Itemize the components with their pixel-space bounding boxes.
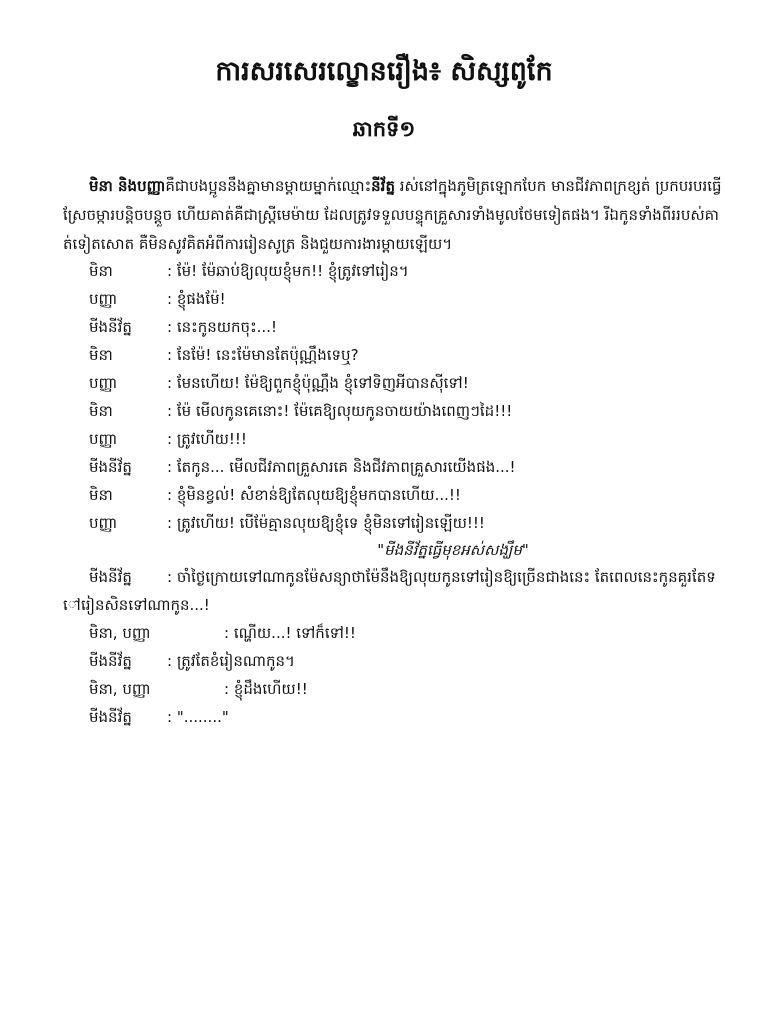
speaker-name: បញ្ញា [89, 290, 118, 308]
speaker-name: មីងនីវ័ត្ន [89, 708, 132, 726]
speaker-name: មីងនីវ័ត្ន [89, 568, 132, 586]
document-title: ការសរសេរល្ខោនរឿង៖ សិស្សពូកែ [215, 56, 553, 87]
dialogue-line [63, 397, 723, 425]
dialogue-line [63, 675, 723, 703]
dialogue-line [63, 647, 723, 675]
speech-text: : ម៉ែ មើលកូនគេនោះ! ម៉ែគេឱ្យលុយកូនចាយយ៉ាងពេញៗដៃ!!! [167, 402, 513, 420]
dialogue-line [63, 703, 723, 731]
dialogue-line [63, 313, 723, 341]
speaker-name: មីងនីវ័ត្ន [89, 318, 132, 336]
speaker-name: មិនា [89, 486, 113, 504]
dialogue-line [63, 509, 723, 537]
speaker-name: មិនា [89, 346, 113, 364]
speech-text: : មែនហើយ! ម៉ែឱ្យពួកខ្ញុំប៉ុណ្ណឹង ខ្ញុំទៅទិញអីបានស៊ីទៅ! [167, 374, 469, 392]
intro-mother-name: នីវ័ត្ន [371, 177, 395, 195]
intro-paragraph [63, 172, 723, 259]
dialogue-line [63, 369, 723, 397]
speaker-name: បញ្ញា [89, 430, 118, 448]
speech-text: : ខ្ញុំដឹងហើយ!! [224, 680, 308, 698]
scene-heading: ឆាកទី១ [352, 117, 416, 141]
speech-text: : នេះកូនយកចុះ...! [167, 318, 277, 336]
dialogue-line [63, 341, 723, 369]
intro-text-part2: រស់នៅក្នុងភូមិត្រឡោកបែក មានជីវភាពក្រខ្សត់ ប្រកបរបរធ្វើស្រែចម្ការបន្តិចបន្តួច ហើយគាត់គឺជាស្ត្រីមេម៉ាយ ដែលត្រូវទទួលបន្ទុកគ្រួសារទាំងមូលថែមទៀតផង។ រីឯកូនទាំងពីររបស់គាត់ទៀតសោត គឺមិនសូវគិតអំពីការរៀនសូត្រ និងជួយការងារម្ដាយឡើយ។ [63, 177, 722, 253]
dialogue-line [63, 257, 723, 285]
speaker-name: មីងនីវ័ត្ន [89, 652, 132, 670]
dialogue-block [63, 257, 723, 731]
dialogue-line [63, 425, 723, 453]
dialogue-line [63, 481, 723, 509]
speech-text: : "........" [167, 708, 229, 726]
dialogue-line [63, 619, 723, 647]
speech-text: : តែកូន... មើលជីវភាពគ្រួសារគេ និងជីវភាពគ្រួសារយើងផង...! [167, 458, 516, 476]
speaker-name: បញ្ញា [89, 374, 118, 392]
dialogue-line [63, 453, 723, 481]
speaker-name: មិនា, បញ្ញា [89, 624, 151, 642]
speech-text: : ខ្ញុំមិនខ្វល់! សំខាន់ឱ្យតែលុយឱ្យខ្ញុំមកបានហើយ...!! [167, 486, 461, 504]
speaker-name: មិនា, បញ្ញា [89, 680, 151, 698]
intro-names: មិនា និងបញ្ញា [89, 177, 166, 195]
speaker-name: បញ្ញា [89, 514, 118, 532]
stage-direction: "មីងនីវ័ត្នធ្វើមុខអស់សង្ឃឹម" [377, 541, 529, 559]
speech-text: : ខ្ញុំផងម៉ែ! [167, 290, 226, 308]
speech-text: : នែម៉ែ! នេះម៉ែមានតែប៉ុណ្ណឹងទេឬ? [167, 346, 359, 364]
speech-text: : ត្រូវហើយ! បើម៉ែគ្មានលុយឱ្យខ្ញុំទេ ខ្ញុំមិនទៅរៀនឡើយ!!! [167, 514, 485, 532]
dialogue-line [63, 285, 723, 313]
speech-text: : ត្រូវហើយ!!! [167, 430, 247, 448]
speech-text: : ចាំថ្ងៃក្រោយទៅណាកូនម៉ែសន្យាថាម៉ែនឹងឱ្យលុយកូនទៅរៀនឱ្យច្រើនជាងនេះ តែពេលនេះកូនគួរតែទៅរៀនសិនទៅណាកូន...! [63, 568, 716, 614]
dialogue-line-long [63, 563, 723, 619]
intro-text-part1: គឺជាបងប្អូននឹងគ្នាមានម្ដាយម្នាក់ឈ្មោះ [165, 177, 372, 195]
speech-text: : ត្រូវតែខំរៀនណាកូន។ [167, 652, 295, 670]
speaker-name: មិនា [89, 402, 113, 420]
speech-text: : ម៉ែ! ម៉ែឆាប់ឱ្យលុយខ្ញុំមក!! ខ្ញុំត្រូវទៅរៀន។ [167, 262, 409, 280]
speaker-name: មិនា [89, 262, 113, 280]
speech-text: : ណ្ហើយ...! ទៅក៏ទៅ!! [224, 624, 356, 642]
speaker-name: មីងនីវ័ត្ន [89, 458, 132, 476]
